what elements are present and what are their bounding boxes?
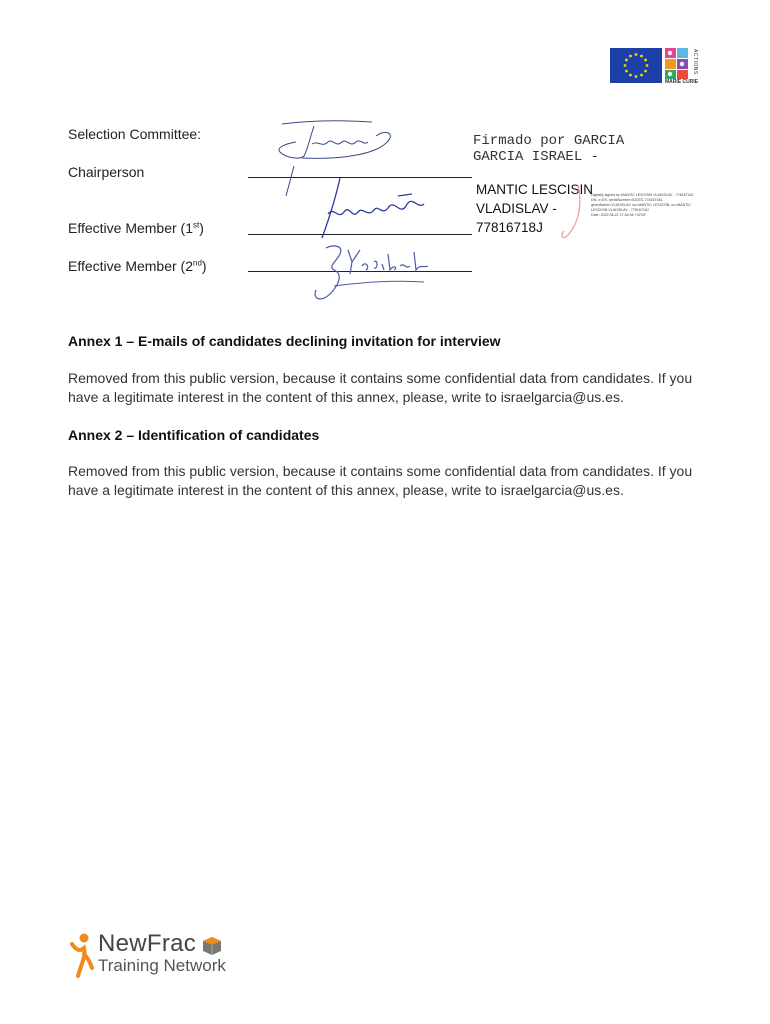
member1-label-text: Effective Member (1 bbox=[68, 220, 194, 236]
member1-signature-details bbox=[591, 193, 693, 218]
member1-handwritten-signature bbox=[300, 176, 440, 244]
marie-curie-caption: MARIE CURIE bbox=[665, 79, 699, 85]
eu-star-icon bbox=[625, 59, 628, 62]
signature-detail-line: Date: 2022.06.21 17:34:46 +02'00' bbox=[591, 213, 647, 217]
newfrac-logo-title: NewFrac bbox=[98, 930, 197, 957]
chairperson-label: Chairperson bbox=[68, 164, 145, 180]
member2-suffix: ) bbox=[201, 258, 207, 274]
annex2-heading: Annex 2 – Identification of candidates bbox=[68, 427, 320, 443]
runner-figure-icon bbox=[68, 932, 94, 978]
signature-detail-line: Digitally signed by MANTIC LESCISIN VLADISLAV - 77816718J bbox=[591, 193, 694, 197]
member1-label bbox=[68, 220, 204, 236]
chairperson-signature-stamp-line1: Firmado por GARCIA bbox=[473, 133, 625, 149]
eu-star-icon bbox=[644, 59, 647, 62]
eu-star-icon bbox=[635, 53, 638, 56]
eu-star-icon bbox=[629, 74, 632, 77]
newfrac-logo bbox=[68, 928, 248, 980]
annex1-heading: Annex 1 – E-mails of candidates declining invitation for interview bbox=[68, 333, 501, 349]
member2-handwritten-signature bbox=[304, 240, 434, 306]
member2-sup: nd bbox=[193, 258, 202, 268]
eu-star-icon bbox=[646, 64, 649, 67]
member1-sup: st bbox=[193, 220, 200, 230]
member1-signature-name-line1: MANTIC LESCISIN bbox=[476, 182, 594, 197]
member2-label bbox=[68, 258, 207, 274]
newfrac-logo-subtitle: Training Network bbox=[98, 956, 226, 975]
eu-marie-curie-logo bbox=[610, 45, 704, 87]
actions-side-text: ACTIONS bbox=[692, 49, 698, 75]
eu-star-icon bbox=[624, 64, 627, 67]
eu-star-icon bbox=[629, 55, 632, 58]
signature-detail-line: LESCISIN VLADISLAV - 77816718J bbox=[591, 208, 649, 212]
annex2-body: Removed from this public version, because it contains some confidential data from candidates. If you have a legitimate interest in the content of this annex, please, write to israelgarcia@us.es. bbox=[68, 463, 693, 498]
annex1-body: Removed from this public version, because it contains some confidential data from candidates. If you have a legitimate interest in the content of this annex, please, write to israelgarcia@us.es. bbox=[68, 370, 693, 405]
signature-detail-line: DN: c=ES, serialNumber=IDCES-77816718J, bbox=[591, 198, 664, 202]
member1-suffix: ) bbox=[199, 220, 204, 236]
cube-icon bbox=[202, 936, 222, 956]
signature-detail-line: givenName=VLADISLAV, sn=MANTIC LESCISIN, cn=MANTIC bbox=[591, 203, 691, 207]
eu-star-icon bbox=[640, 55, 643, 58]
eu-star-icon bbox=[625, 70, 628, 73]
member1-signature-name-line3: 77816718J bbox=[476, 220, 543, 235]
committee-title: Selection Committee: bbox=[68, 126, 202, 142]
eu-star-icon bbox=[640, 74, 643, 77]
eu-star-icon bbox=[635, 75, 638, 78]
member1-signature-watermark bbox=[556, 183, 586, 239]
chairperson-signature-stamp-line2: GARCIA ISRAEL - bbox=[473, 149, 600, 165]
eu-star-icon bbox=[644, 70, 647, 73]
member1-signature-name-line2: VLADISLAV - bbox=[476, 201, 557, 216]
member2-label-text: Effective Member (2 bbox=[68, 258, 194, 274]
